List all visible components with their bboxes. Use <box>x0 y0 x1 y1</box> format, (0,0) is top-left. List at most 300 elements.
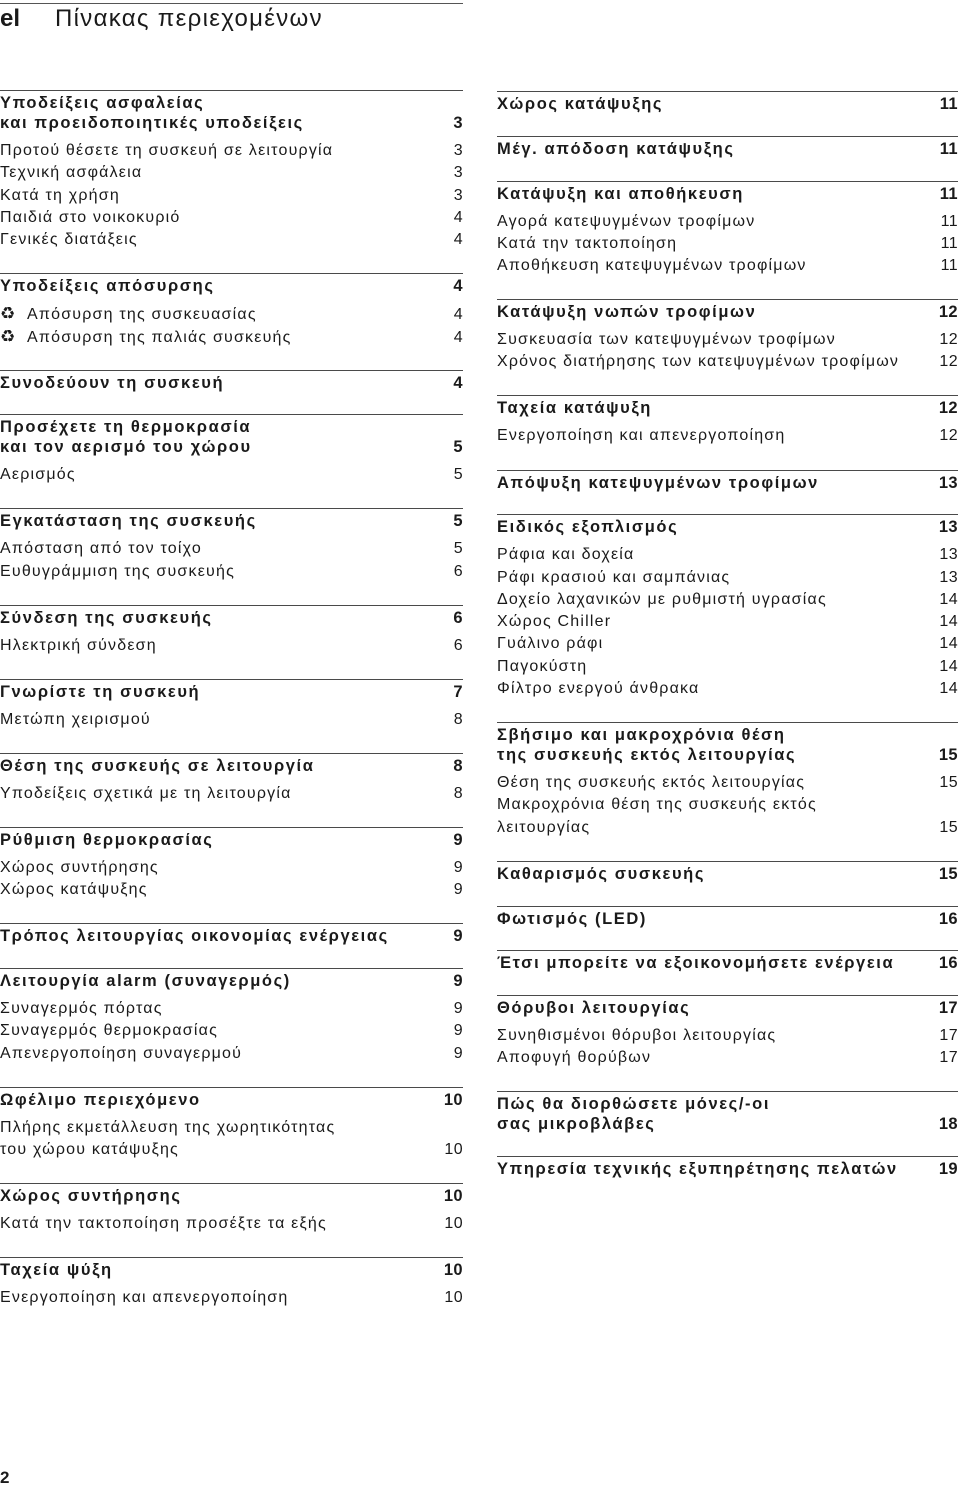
toc-section <box>0 923 463 946</box>
toc-entry-label <box>497 255 807 277</box>
toc-entry <box>497 351 958 373</box>
toc-section <box>0 827 463 902</box>
toc-entry <box>497 567 958 589</box>
toc-entry <box>497 772 958 794</box>
section-page-number: 5 <box>453 438 463 457</box>
section-heading-text: Ωφέλιμο περιεχόμενο <box>0 1090 201 1109</box>
section-heading <box>497 909 958 929</box>
toc-entry-line <box>497 351 958 373</box>
section-heading-line <box>497 745 958 765</box>
toc-entry-line <box>0 1020 463 1042</box>
toc-entry-line <box>497 794 958 816</box>
toc-entry <box>0 303 463 325</box>
toc-entry-text: Χώρος συντήρησης <box>0 858 159 876</box>
toc-entry-line <box>0 303 463 325</box>
toc-section <box>0 508 463 583</box>
section-page-number: 17 <box>938 999 958 1017</box>
toc-entry-label <box>0 162 142 184</box>
section-heading-line <box>497 517 958 537</box>
section-heading-line <box>0 511 463 531</box>
section-heading <box>0 1260 463 1280</box>
toc-entry-page-number: 12 <box>939 353 958 371</box>
section-heading-text: Έτσι μπορείτε να εξοικονομήσετε ενέργεια <box>497 954 895 973</box>
toc-entry-page-number: 17 <box>939 1027 958 1044</box>
toc-entry-text: Γυάλινο ράφι <box>497 635 604 653</box>
section-page-number: 3 <box>453 114 463 132</box>
section-heading <box>497 864 958 884</box>
toc-entry <box>497 255 958 277</box>
section-heading <box>0 830 463 850</box>
toc-entry-line <box>497 233 958 255</box>
section-page-number: 5 <box>453 512 463 531</box>
toc-entry-page-number: 4 <box>453 231 463 249</box>
toc-entry-text: Απόσυρση της συσκευασίας <box>27 306 257 324</box>
toc-entry-text: Ράφι κρασιού και σαμπάνιας <box>497 568 731 586</box>
section-heading-text: Καθαρισμός συσκευής <box>497 864 706 883</box>
recycle-icon: ♻ <box>0 326 16 347</box>
section-heading-text: Κατάψυξη νωπών τροφίμων <box>497 303 757 322</box>
section-heading-line <box>497 94 958 114</box>
section-heading-line <box>497 953 958 973</box>
page-number: 2 <box>0 1468 10 1487</box>
language-code: el <box>0 5 21 32</box>
toc-entry-label <box>0 1043 242 1065</box>
toc-entry-page-number: 15 <box>939 818 958 836</box>
toc-entry-line <box>0 857 463 879</box>
section-page-number: 10 <box>443 1090 463 1109</box>
section-heading-text: Φωτισμός (LED) <box>497 909 647 928</box>
toc-entry-label <box>0 1139 179 1161</box>
toc-entry-label <box>497 633 603 655</box>
section-page-number: 15 <box>938 864 958 883</box>
toc-section <box>497 1156 958 1179</box>
toc-left-column <box>0 90 463 1309</box>
section-page-number: 10 <box>443 1186 463 1205</box>
section-heading-text: Συνοδεύουν τη συσκευή <box>0 373 225 392</box>
toc-entry-line <box>497 817 958 839</box>
toc-entry-line <box>0 1287 463 1309</box>
toc-entry <box>497 611 958 633</box>
toc-entry-page-number: 14 <box>939 657 958 675</box>
section-page-number: 18 <box>938 1115 958 1134</box>
toc-entry <box>0 709 463 731</box>
toc-entry-label <box>0 326 292 349</box>
toc-entry-line <box>497 589 958 611</box>
toc-section <box>497 136 958 159</box>
toc-section <box>0 605 463 657</box>
recycle-icon: ♻ <box>0 304 16 325</box>
section-heading-text: σας μικροβλάβες <box>497 1115 656 1134</box>
section-heading <box>497 473 958 493</box>
toc-entry-page-number: 14 <box>939 590 958 608</box>
section-heading-line <box>497 725 958 745</box>
toc-entry-label <box>497 211 755 233</box>
section-heading <box>497 398 958 418</box>
toc-entry-label <box>497 772 805 794</box>
toc-entry-text: Συναγερμός πόρτας <box>0 999 163 1017</box>
toc-entry-label <box>497 794 817 816</box>
toc-entry-text: Τεχνική ασφάλεια <box>0 164 143 182</box>
section-heading-line <box>0 830 463 850</box>
section-heading-text: Λειτουργία alarm (συναγερμός) <box>0 971 291 990</box>
section-heading <box>0 682 463 702</box>
toc-entry-page-number: 14 <box>939 635 958 653</box>
toc-entry-text: Πλήρης εκμετάλλευση της χωρητικότητας <box>0 1118 336 1136</box>
section-heading <box>497 302 958 322</box>
section-heading-text: Υπηρεσία τεχνικής εξυπηρέτησης πελατών <box>497 1160 898 1179</box>
toc-entry-text: Συσκευασία των κατεψυγμένων τροφίμων <box>497 331 836 349</box>
toc-entry-page-number: 4 <box>453 328 463 346</box>
toc-entry <box>0 635 463 657</box>
section-heading-line <box>497 909 958 929</box>
section-page-number: 10 <box>443 1260 463 1279</box>
section-page-number: 8 <box>453 756 463 775</box>
section-page-number: 9 <box>453 971 463 990</box>
toc-entry <box>0 879 463 901</box>
toc-entry-page-number: 13 <box>939 546 958 564</box>
toc-entry-label <box>497 233 677 255</box>
section-heading-text: και προειδοποιητικές υποδείξεις <box>0 114 304 132</box>
toc-section <box>0 679 463 731</box>
toc-entry <box>497 329 958 351</box>
toc-entry <box>497 544 958 566</box>
toc-entry <box>0 185 463 207</box>
toc-entry-text: Χρόνος διατήρησης των κατεψυγμένων τροφίμων <box>497 353 900 371</box>
section-heading-line <box>497 1159 958 1179</box>
section-heading-text: Ταχεία ψύξη <box>0 1260 113 1279</box>
section-heading <box>497 1159 958 1179</box>
toc-entry-page-number: 5 <box>453 540 463 558</box>
toc-entry-text: Απόσταση από τον τοίχο <box>0 540 202 558</box>
toc-entry-page-number: 11 <box>940 212 958 230</box>
section-page-number: 13 <box>938 518 958 537</box>
toc-entry-page-number: 10 <box>444 1140 463 1158</box>
section-heading <box>497 953 958 973</box>
toc-section <box>497 299 958 374</box>
toc-entry-page-number: 15 <box>939 774 958 792</box>
toc-entry-line <box>0 709 463 731</box>
section-heading-line <box>497 302 958 322</box>
section-heading-text: Προσέχετε τη θερμοκρασία <box>0 418 252 437</box>
toc-entry <box>0 1043 463 1065</box>
toc-entry-page-number: 10 <box>444 1288 463 1306</box>
toc-entry-label <box>497 425 785 447</box>
section-heading-line <box>0 926 463 946</box>
toc-entry-label <box>0 998 163 1020</box>
toc-entry-text: Θέση της συσκευής εκτός λειτουργίας <box>497 774 806 792</box>
toc-section <box>497 722 958 839</box>
section-heading-text: Ειδικός εξοπλισμός <box>497 518 679 537</box>
toc-entry-label <box>497 611 611 633</box>
toc-section <box>0 414 463 486</box>
toc-entry-label <box>497 589 827 611</box>
section-heading <box>0 511 463 531</box>
toc-entry-text: Αερισμός <box>0 466 76 484</box>
toc-entry-page-number: 9 <box>453 858 463 876</box>
toc-entry-line <box>0 783 463 805</box>
toc-entry-text: Απόσυρση της παλιάς συσκευής <box>27 328 292 346</box>
toc-entry-page-number: 9 <box>453 1022 463 1040</box>
toc-entry-page-number: 9 <box>453 999 463 1017</box>
section-heading <box>0 276 463 296</box>
section-heading <box>0 1090 463 1110</box>
toc-entry-page-number: 11 <box>940 257 958 275</box>
section-heading <box>0 93 463 133</box>
toc-section <box>497 995 958 1070</box>
page-title: Πίνακας περιεχομένων <box>55 5 323 32</box>
toc-entry <box>0 783 463 805</box>
toc-entry-page-number: 11 <box>940 234 958 252</box>
section-heading-line <box>497 1094 958 1114</box>
toc-entry-line <box>497 567 958 589</box>
toc-entry-label <box>497 544 635 566</box>
toc-entry-text: Ηλεκτρική σύνδεση <box>0 636 157 654</box>
section-page-number: 13 <box>938 473 958 492</box>
toc-entry-label <box>0 635 157 657</box>
page-header <box>0 5 463 33</box>
toc-entry-page-number: 6 <box>453 562 463 580</box>
section-heading-text: Απόψυξη κατεψυγμένων τροφίμων <box>497 473 819 492</box>
toc-entry-line <box>497 678 958 700</box>
toc-entry <box>497 656 958 678</box>
section-heading-line <box>0 971 463 991</box>
toc-section <box>497 1091 958 1134</box>
toc-entry-text: Αποφυγή θορύβων <box>497 1049 652 1067</box>
toc-section <box>497 861 958 884</box>
section-heading-text: και τον αερισμό του χώρου <box>0 438 252 457</box>
section-heading <box>0 926 463 946</box>
toc-entry <box>0 1020 463 1042</box>
toc-section <box>497 91 958 114</box>
toc-entry-text: Κατά τη χρήση <box>0 186 120 204</box>
toc-section <box>0 1257 463 1309</box>
section-heading-line <box>0 608 463 628</box>
toc-entry-line <box>0 207 463 229</box>
section-heading-text: Υποδείξεις ασφαλείας <box>0 94 205 112</box>
toc-entry-text: Παγοκύστη <box>497 657 588 675</box>
toc-entry-text: Χώρος κατάψυξης <box>0 881 148 899</box>
toc-entry-label <box>0 538 202 560</box>
toc-entry <box>0 998 463 1020</box>
toc-entry-label <box>0 207 181 229</box>
toc-entry-line <box>0 1043 463 1065</box>
toc-entry-label <box>0 783 292 805</box>
section-page-number: 11 <box>939 184 958 203</box>
section-heading-line <box>497 864 958 884</box>
toc-section <box>0 1087 463 1162</box>
section-heading-text: Πώς θα διορθώσετε μόνες/-οι <box>497 1095 770 1114</box>
toc-entry-text: Προτού θέσετε τη συσκευή σε λειτουργία <box>0 142 334 159</box>
section-heading <box>0 756 463 776</box>
section-heading <box>0 971 463 991</box>
section-page-number: 9 <box>453 927 463 946</box>
section-heading-text: Θόρυβοι λειτουργίας <box>497 999 691 1017</box>
toc-entry-label <box>497 656 587 678</box>
toc-entry-line <box>497 633 958 655</box>
toc-entry-text: Ράφια και δοχεία <box>497 546 635 564</box>
section-heading-line <box>497 998 958 1018</box>
toc-entry <box>497 678 958 700</box>
toc-section <box>497 395 958 447</box>
toc-section <box>0 370 463 393</box>
toc-entry-label <box>0 857 159 879</box>
toc-entry-label <box>497 817 590 839</box>
section-page-number: 6 <box>453 608 463 627</box>
section-heading <box>0 373 463 393</box>
toc-section <box>497 181 958 278</box>
toc-entry <box>0 1117 463 1162</box>
section-heading-line <box>0 1090 463 1110</box>
toc-entry-line <box>497 656 958 678</box>
toc-entry-line <box>0 185 463 207</box>
toc-entry-text: Παιδιά στο νοικοκυριό <box>0 208 181 226</box>
toc-entry-text: Μακροχρόνια θέση της συσκευής εκτός <box>497 796 817 814</box>
toc-entry <box>497 425 958 447</box>
section-heading-text: Σβήσιμο και μακροχρόνια θέση <box>497 726 786 745</box>
section-heading-line <box>0 682 463 702</box>
section-heading-line <box>497 1114 958 1134</box>
toc-entry-line <box>497 611 958 633</box>
toc-entry-line <box>0 162 463 184</box>
toc-entry-label <box>0 229 138 251</box>
toc-entry-page-number: 10 <box>444 1214 463 1232</box>
toc-entry-page-number: 14 <box>939 680 958 698</box>
toc-entry-label <box>0 464 76 486</box>
toc-entry-label <box>497 1047 651 1069</box>
section-heading-text: Ρύθμιση θερμοκρασίας <box>0 830 214 849</box>
toc-entry-line <box>497 1025 958 1047</box>
toc-entry-text: Υποδείξεις σχετικά με τη λειτουργία <box>0 784 292 802</box>
toc-entry-page-number: 8 <box>453 784 463 802</box>
section-heading <box>497 998 958 1018</box>
toc-section <box>0 90 463 251</box>
section-page-number: 7 <box>453 682 463 701</box>
toc-entry-line <box>0 229 463 251</box>
toc-entry <box>0 1213 463 1235</box>
toc-entry <box>497 1047 958 1069</box>
toc-entry-line <box>0 464 463 486</box>
toc-entry-page-number: 12 <box>939 331 958 349</box>
section-heading-text: Ταχεία κατάψυξη <box>497 399 652 418</box>
section-page-number: 15 <box>938 746 958 765</box>
toc-section <box>0 273 463 348</box>
toc-entry-line <box>0 998 463 1020</box>
toc-entry-label <box>0 709 151 731</box>
toc-entry-page-number: 8 <box>453 710 463 728</box>
toc-entry-line <box>0 1117 463 1139</box>
toc-entry-page-number: 3 <box>453 164 463 182</box>
toc-entry-text: Ενεργοποίηση και απενεργοποίηση <box>0 1288 289 1306</box>
toc-entry-text: Γενικές διατάξεις <box>0 231 138 249</box>
toc-entry-text: Μετώπη χειρισμού <box>0 710 151 728</box>
toc-entry-line <box>497 255 958 277</box>
toc-entry <box>0 229 463 251</box>
section-heading-line <box>0 1186 463 1206</box>
toc-entry <box>497 233 958 255</box>
toc-entry-label <box>0 561 235 583</box>
section-page-number: 4 <box>453 373 463 392</box>
section-page-number: 16 <box>938 909 958 928</box>
toc-entry-text: λειτουργίας <box>497 818 591 836</box>
toc-entry <box>0 162 463 184</box>
section-heading-text: Τρόπος λειτουργίας οικονομίας ενέργειας <box>0 927 389 946</box>
toc-entry-page-number: 6 <box>453 636 463 654</box>
toc-section <box>0 753 463 805</box>
toc-entry-label <box>0 1287 288 1309</box>
toc-entry <box>0 857 463 879</box>
toc-entry-line <box>0 140 463 162</box>
toc-entry-text: Αγορά κατεψυγμένων τροφίμων <box>497 212 756 230</box>
section-heading <box>497 517 958 537</box>
toc-entry-page-number: 4 <box>453 208 463 226</box>
section-heading-text: Υποδείξεις απόσυρσης <box>0 277 215 296</box>
section-heading-text: Μέγ. απόδοση κατάψυξης <box>497 139 735 158</box>
section-heading-text: Θέση της συσκευής σε λειτουργία <box>0 756 315 775</box>
toc-entry-label <box>497 329 836 351</box>
toc-entry-line <box>0 1139 463 1161</box>
section-heading <box>497 139 958 159</box>
section-page-number: 12 <box>938 303 958 322</box>
section-page-number: 4 <box>453 277 463 296</box>
section-heading-line <box>497 184 958 204</box>
toc-entry-label <box>0 1213 327 1235</box>
section-page-number: 16 <box>938 954 958 973</box>
toc-entry <box>0 561 463 583</box>
toc-entry-text: Συναγερμός θερμοκρασίας <box>0 1022 218 1040</box>
toc-entry-text: Συνηθισμένοι θόρυβοι λειτουργίας <box>497 1027 777 1044</box>
toc-entry-line <box>497 211 958 233</box>
section-page-number: 11 <box>939 95 958 113</box>
section-heading-line <box>0 93 463 113</box>
section-heading-line <box>0 756 463 776</box>
toc-entry-text: Δοχείο λαχανικών με ρυθμιστή υγρασίας <box>497 590 827 608</box>
toc-entry-line <box>0 1213 463 1235</box>
section-heading-line <box>497 139 958 159</box>
toc-section <box>497 470 958 493</box>
toc-entry <box>0 207 463 229</box>
toc-entry-text: Ευθυγράμμιση της συσκευής <box>0 562 235 580</box>
section-page-number: 9 <box>453 830 463 849</box>
toc-entry-page-number: 13 <box>939 568 958 586</box>
section-page-number: 11 <box>939 139 958 158</box>
toc-entry-page-number: 17 <box>939 1049 958 1067</box>
toc-right-column <box>497 91 958 1186</box>
toc-entry <box>0 538 463 560</box>
toc-entry-text: Ενεργοποίηση και απενεργοποίηση <box>497 427 786 445</box>
toc-entry-page-number: 3 <box>453 186 463 204</box>
toc-entry-line <box>497 772 958 794</box>
section-heading-line <box>497 473 958 493</box>
toc-entry-text: του χώρου κατάψυξης <box>0 1140 179 1158</box>
section-heading-text: Χώρος κατάψυξης <box>497 95 664 113</box>
section-heading-line <box>497 398 958 418</box>
toc-entry-text: Αποθήκευση κατεψυγμένων τροφίμων <box>497 257 807 275</box>
toc-entry-label <box>497 567 730 589</box>
toc-entry-line <box>0 635 463 657</box>
toc-entry-label <box>0 185 120 207</box>
toc-entry-label <box>0 1020 218 1042</box>
toc-entry <box>497 794 958 839</box>
toc-entry-line <box>0 326 463 348</box>
toc-entry-page-number: 14 <box>939 613 958 631</box>
section-heading-line <box>0 373 463 393</box>
section-page-number: 19 <box>938 1160 958 1179</box>
section-heading <box>0 1186 463 1206</box>
top-rule <box>0 3 463 4</box>
section-heading-line <box>0 276 463 296</box>
toc-entry <box>497 633 958 655</box>
toc-entry-page-number: 3 <box>453 142 463 159</box>
